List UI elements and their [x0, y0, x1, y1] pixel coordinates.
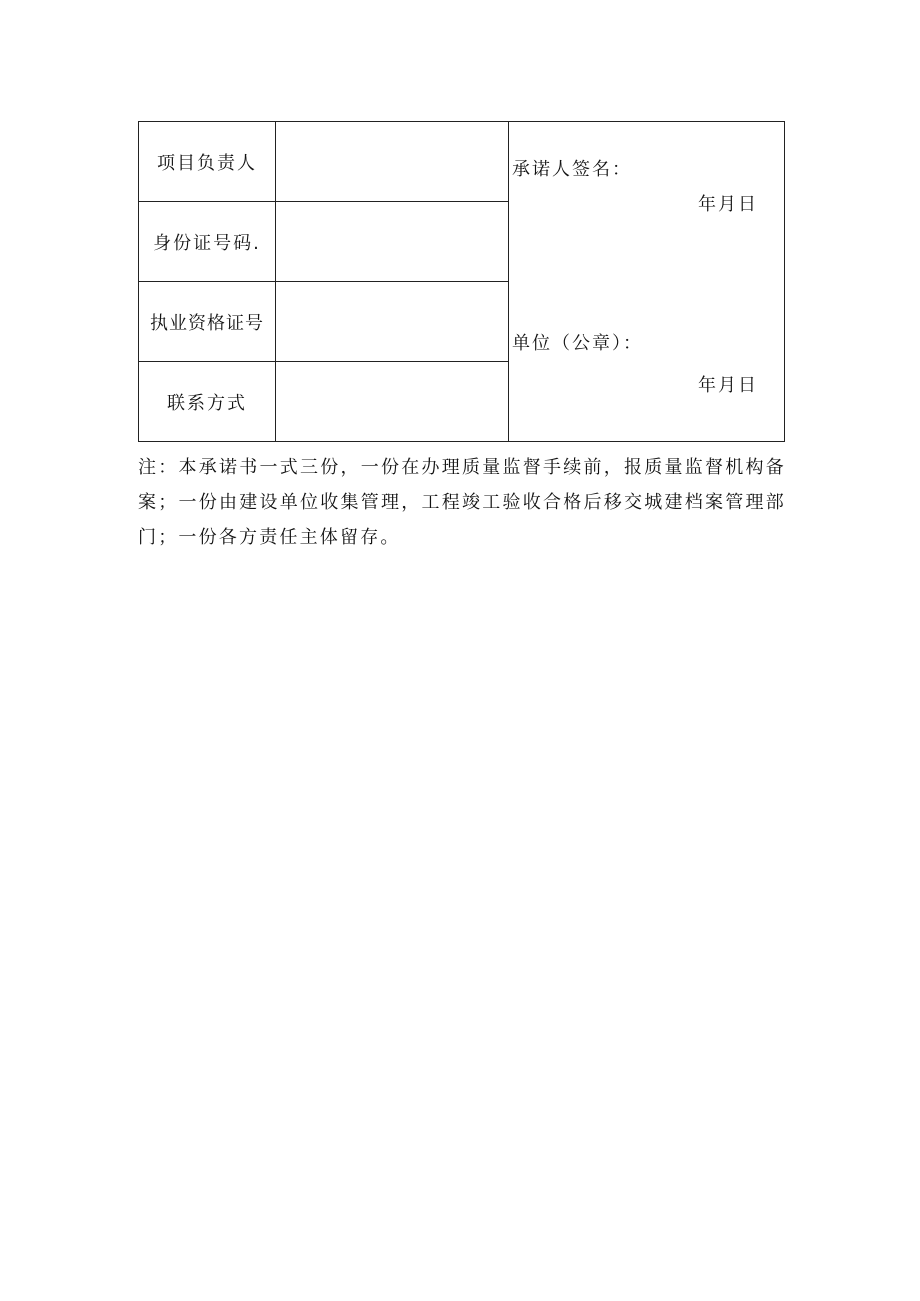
- contact-field[interactable]: [276, 362, 509, 442]
- commitment-info-table: [138, 121, 785, 442]
- signature-area: [509, 122, 785, 442]
- signer-date-label: 年月日: [698, 194, 758, 215]
- signer-signature-label: 承诺人签名：: [512, 159, 632, 180]
- unit-date-label: 年月日: [698, 375, 758, 396]
- qualification-cert-field[interactable]: [276, 282, 509, 362]
- project-manager-field[interactable]: [276, 122, 509, 202]
- id-number-label: 身份证号码.: [139, 202, 276, 282]
- footnote: 注：本承诺书一式三份，一份在办理质量监督手续前，报质量监督机构备案；一份由建设单位收集管理，工程竣工验收合格后移交城建档案管理部门；一份各方责任主体留存。: [138, 457, 786, 548]
- unit-seal-label: 单位（公章）：: [512, 333, 643, 354]
- table-row: [139, 122, 785, 202]
- contact-label: 联系方式: [139, 362, 276, 442]
- project-manager-label: 项目负责人: [139, 122, 276, 202]
- qualification-cert-label: 执业资格证号: [139, 282, 276, 362]
- id-number-field[interactable]: [276, 202, 509, 282]
